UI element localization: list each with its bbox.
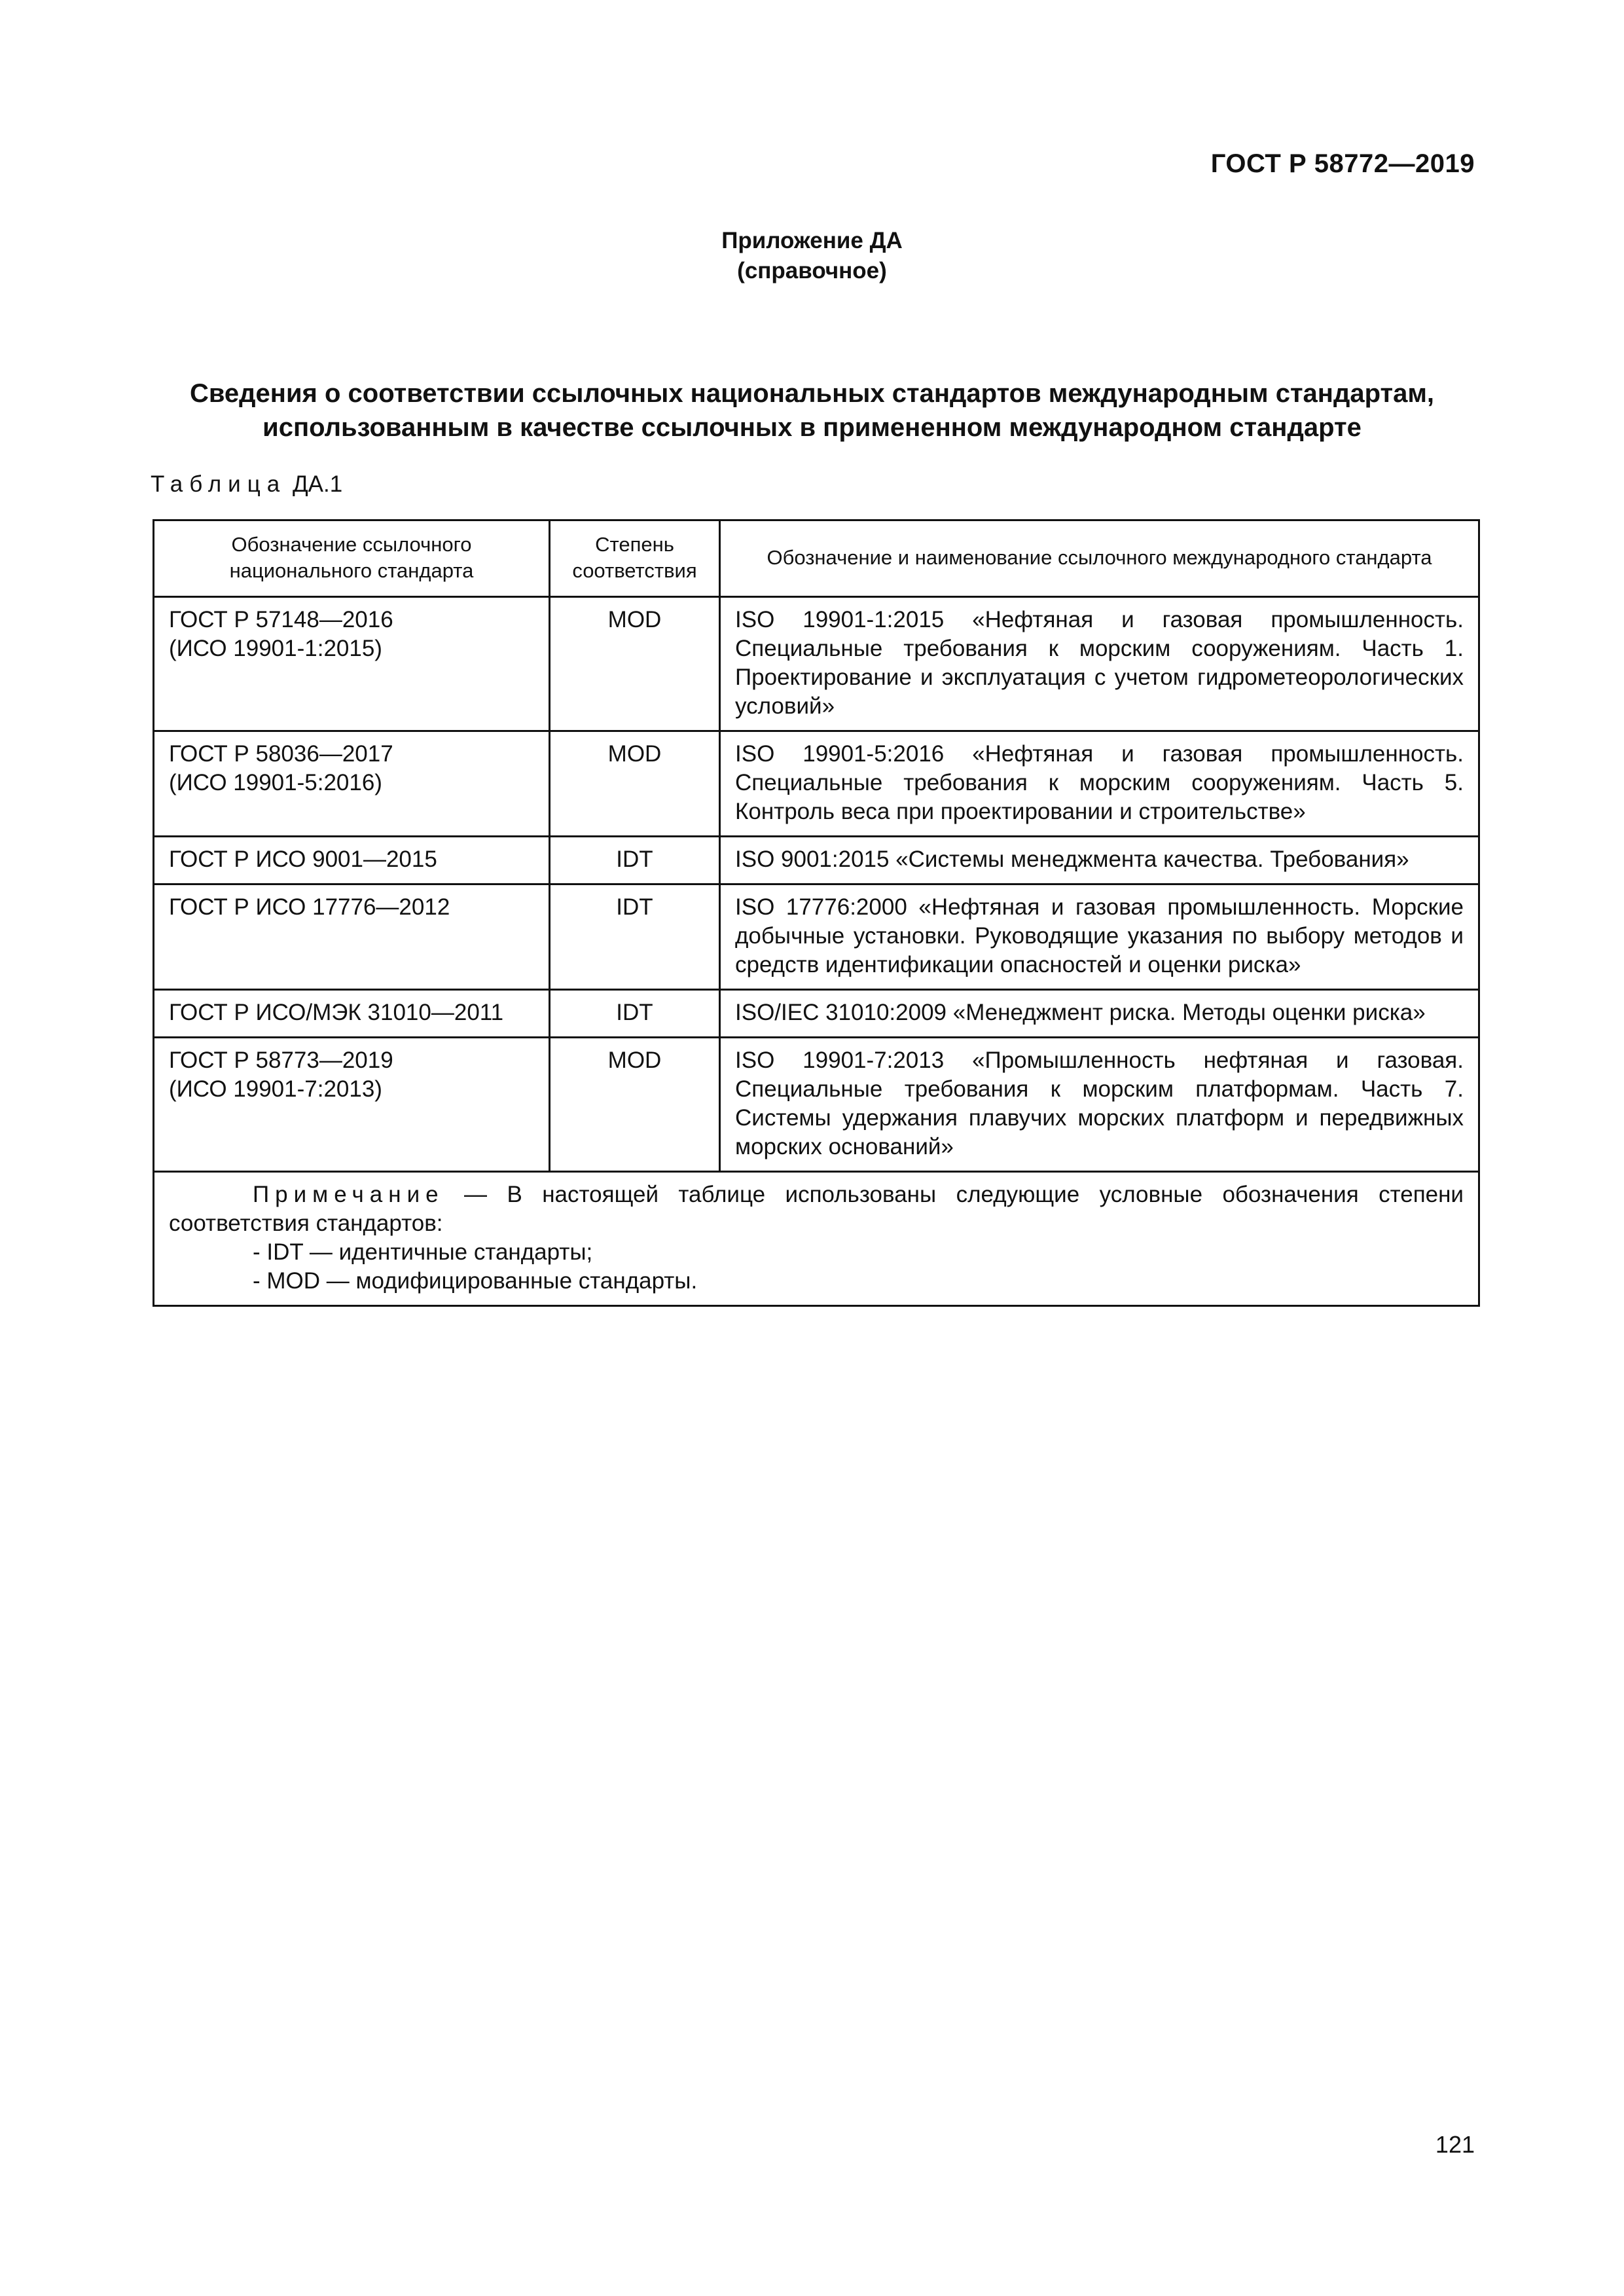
national-designation: ГОСТ Р 58036—2017 bbox=[169, 741, 393, 767]
international-standard-cell: ISO/IEC 31010:2009 «Менеджмент риска. Методы оценки риска» bbox=[720, 990, 1479, 1038]
document-code: ГОСТ Р 58772—2019 bbox=[1210, 149, 1475, 178]
degree-cell: IDT bbox=[550, 837, 720, 884]
header-degree: Степень соответствия bbox=[550, 520, 720, 597]
degree-cell: MOD bbox=[550, 597, 720, 731]
degree-cell: MOD bbox=[550, 1038, 720, 1172]
national-standard-cell bbox=[154, 837, 550, 884]
table-row bbox=[154, 1038, 1479, 1172]
international-standard-cell: ISO 19901-5:2016 «Нефтяная и газовая промышленность. Специальные требования к морским сооружениям. Часть 5. Контроль веса при проектировании и строительстве» bbox=[720, 731, 1479, 837]
appendix-subtitle: (справочное) bbox=[737, 258, 887, 283]
national-standard-cell bbox=[154, 731, 550, 837]
table-label-word: Таблица bbox=[151, 471, 287, 497]
national-designation: ГОСТ Р 58773—2019 bbox=[169, 1048, 393, 1073]
national-standard-cell bbox=[154, 597, 550, 731]
note-item-mod: - MOD — модифицированные стандарты. bbox=[253, 1268, 698, 1294]
national-standard-cell bbox=[154, 884, 550, 990]
page-number: 121 bbox=[1435, 2131, 1475, 2158]
table-row bbox=[154, 884, 1479, 990]
international-standard-cell: ISO 9001:2015 «Системы менеджмента качества. Требования» bbox=[720, 837, 1479, 884]
section-title bbox=[131, 376, 1493, 445]
degree-cell: MOD bbox=[550, 731, 720, 837]
iso-equivalent: (ИСО 19901-1:2015) bbox=[169, 636, 382, 661]
international-standard-cell: ISO 19901-1:2015 «Нефтяная и газовая промышленность. Специальные требования к морским сооружениям. Часть 1. Проектирование и эксплуатация с учетом гидрометеорологических условий» bbox=[720, 597, 1479, 731]
national-standard-cell bbox=[154, 1038, 550, 1172]
header-national-standard: Обозначение ссылочного национального стандарта bbox=[154, 520, 550, 597]
note-paragraph bbox=[169, 1180, 1464, 1238]
international-standard-cell: ISO 19901-7:2013 «Промышленность нефтяная и газовая. Специальные требования к морским платформам. Часть 7. Системы удержания плавучих морских платформ и передвижных морских оснований» bbox=[720, 1038, 1479, 1172]
table-note-row bbox=[154, 1172, 1479, 1306]
iso-equivalent: (ИСО 19901-7:2013) bbox=[169, 1076, 382, 1102]
correspondence-table bbox=[153, 519, 1480, 1307]
note-item-idt: - IDT — идентичные стандарты; bbox=[253, 1239, 593, 1265]
table-label bbox=[151, 471, 342, 498]
section-title-line-1: Сведения о соответствии ссылочных национальных стандартов международным стандартам, bbox=[189, 379, 1435, 408]
table-row bbox=[154, 837, 1479, 884]
iso-equivalent: (ИСО 19901-5:2016) bbox=[169, 770, 382, 795]
table-row bbox=[154, 731, 1479, 837]
degree-cell: IDT bbox=[550, 990, 720, 1038]
note-text: — В настоящей таблице использованы следующие условные обозначения степени соответствия стандартов: bbox=[169, 1182, 1464, 1236]
table-row bbox=[154, 597, 1479, 731]
table-label-number: ДА.1 bbox=[292, 471, 343, 497]
appendix-title: Приложение ДА bbox=[721, 228, 903, 253]
national-designation: ГОСТ Р 57148—2016 bbox=[169, 607, 393, 632]
national-standard-cell bbox=[154, 990, 550, 1038]
table-header-row bbox=[154, 520, 1479, 597]
national-designation: ГОСТ Р ИСО/МЭК 31010—2011 bbox=[169, 1000, 504, 1025]
national-designation: ГОСТ Р ИСО 17776—2012 bbox=[169, 894, 450, 920]
national-designation: ГОСТ Р ИСО 9001—2015 bbox=[169, 847, 437, 872]
note-heading: Примечание bbox=[253, 1182, 444, 1207]
table-row bbox=[154, 990, 1479, 1038]
degree-cell: IDT bbox=[550, 884, 720, 990]
appendix-heading bbox=[0, 226, 1624, 286]
table-note bbox=[154, 1172, 1479, 1306]
international-standard-cell: ISO 17776:2000 «Нефтяная и газовая промышленность. Морские добычные установки. Руководящие указания по выбору методов и средств идентификации опасностей и оценки риска» bbox=[720, 884, 1479, 990]
header-international-standard: Обозначение и наименование ссылочного международного стандарта bbox=[720, 520, 1479, 597]
section-title-line-2: использованным в качестве ссылочных в примененном международном стандарте bbox=[262, 413, 1362, 442]
